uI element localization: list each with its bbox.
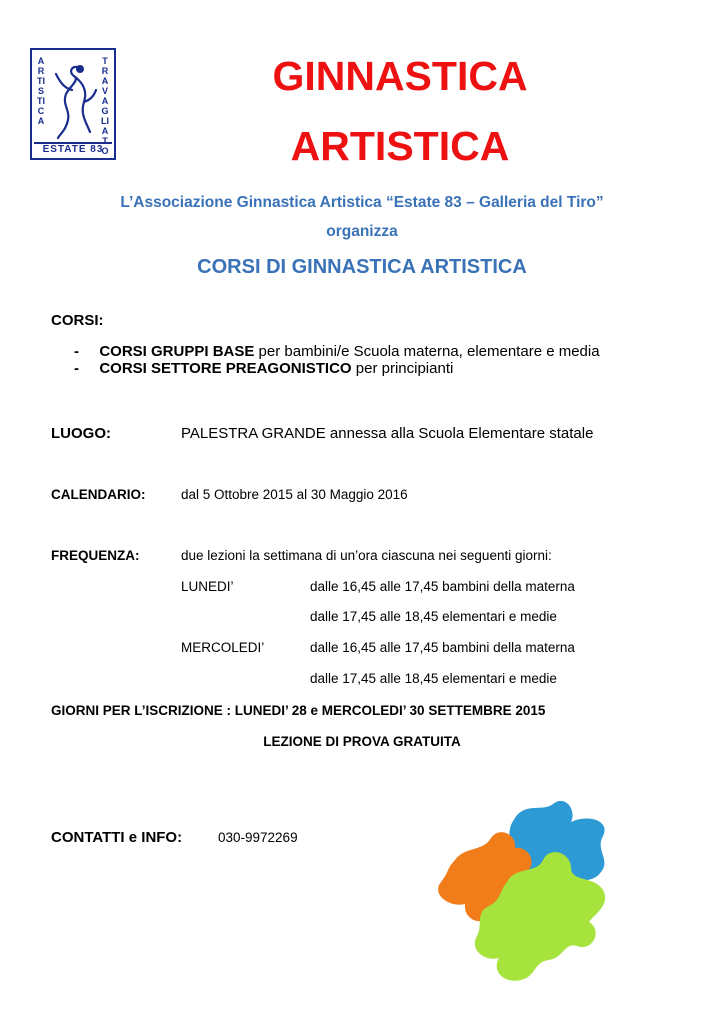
schedule-time: dalle 17,45 alle 18,45 elementari e medie	[310, 609, 557, 624]
schedule-time: dalle 16,45 alle 17,45 bambini della materna	[310, 579, 575, 594]
schedule-time: dalle 17,45 alle 18,45 elementari e medie	[310, 671, 557, 686]
calendario-label: CALENDARIO:	[51, 487, 146, 502]
schedule-day: LUNEDI’	[181, 579, 234, 594]
corsi-label: CORSI:	[51, 312, 104, 329]
corsi-item	[74, 343, 600, 360]
page-title-line2: ARTISTICA	[290, 123, 510, 169]
corsi-item-desc: per principianti	[351, 360, 454, 377]
frequenza-label: FREQUENZA:	[51, 548, 140, 563]
subtitle: CORSI DI GINNASTICA ARTISTICA	[197, 256, 527, 278]
puzzle-splat-icon	[425, 790, 615, 990]
schedule-day: MERCOLEDI’	[181, 640, 265, 655]
luogo-label: LUOGO:	[51, 425, 111, 442]
corsi-item-desc: per bambini/e Scuola materna, elementare e media	[254, 343, 600, 360]
schedule-time: dalle 16,45 alle 17,45 bambini della materna	[310, 640, 575, 655]
luogo-value: PALESTRA GRANDE annessa alla Scuola Elementare statale	[181, 425, 594, 442]
calendario-value: dal 5 Ottobre 2015 al 30 Maggio 2016	[181, 487, 408, 502]
page-title-line1: GINNASTICA	[272, 53, 528, 99]
contatti-phone: 030-9972269	[218, 830, 298, 845]
bullet: -	[74, 360, 79, 377]
contatti-label: CONTATTI e INFO:	[51, 829, 183, 846]
gymnast-logo-icon	[50, 60, 98, 140]
logo	[30, 48, 116, 160]
corsi-item	[74, 360, 453, 377]
prova-notice: LEZIONE DI PROVA GRATUITA	[263, 734, 461, 749]
corsi-item-name: CORSI GRUPPI BASE	[99, 343, 255, 360]
corsi-item-name: CORSI SETTORE PREAGONISTICO	[99, 360, 352, 377]
logo-right-text: TRAVAGLIATO	[101, 56, 109, 156]
iscrizione-notice: GIORNI PER L’ISCRIZIONE : LUNEDI’ 28 e MERCOLEDI’ 30 SETTEMBRE 2015	[51, 703, 546, 718]
intro-line: L’Associazione Ginnastica Artistica “Estate 83 – Galleria del Tiro”	[120, 194, 604, 211]
intro-organizza: organizza	[326, 223, 398, 240]
bullet: -	[74, 343, 79, 360]
logo-bottom-text: ESTATE 83	[34, 142, 112, 156]
frequenza-value: due lezioni la settimana di un’ora ciascuna nei seguenti giorni:	[181, 548, 552, 563]
logo-left-text: ARTISTICA	[37, 56, 45, 126]
